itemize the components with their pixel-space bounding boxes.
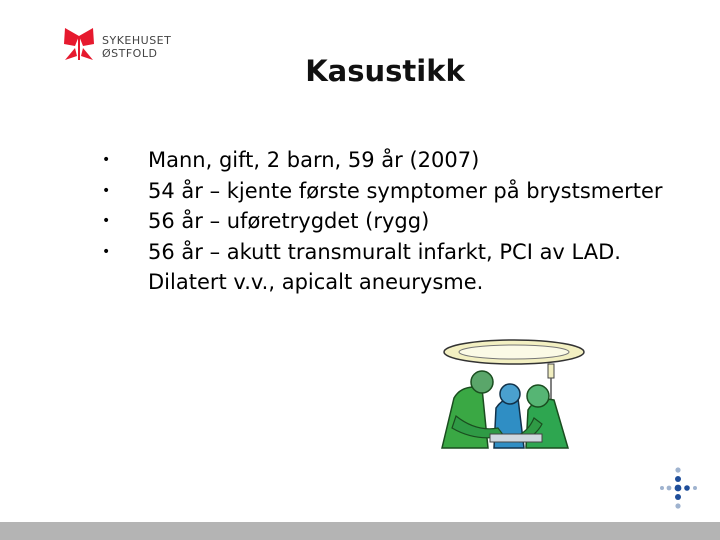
logo-line-1: SYKEHUSET (102, 34, 172, 47)
bullet-text: 54 år – kjente første symptomer på brystsmerter (148, 178, 663, 203)
bullet-dot: • (102, 243, 111, 260)
logo-line-2: ØSTFOLD (102, 47, 158, 60)
bullet-item (98, 237, 678, 298)
surgery-team-icon (436, 336, 592, 454)
bullet-list (98, 145, 678, 298)
bullet-text: 56 år – akutt transmuralt infarkt, PCI av LAD. Dilatert v.v., apicalt aneurysme. (148, 239, 621, 294)
bullet-item (98, 206, 678, 237)
bullet-dot: • (102, 152, 111, 168)
bullet-item (98, 145, 678, 176)
logo-text (102, 34, 171, 60)
hospital-logo (62, 26, 182, 68)
bullet-dot: • (102, 182, 111, 199)
slide-title: Kasustikk (305, 54, 465, 88)
bullet-text: Mann, gift, 2 barn, 59 år (2007) (148, 148, 480, 172)
decorative-dots-icon (658, 466, 698, 510)
bullet-dot: • (102, 213, 111, 229)
bullet-text: 56 år – uføretrygdet (rygg) (148, 209, 430, 233)
butterfly-logo-icon (62, 26, 96, 64)
footer-bar (0, 522, 720, 540)
bullet-item (98, 176, 678, 207)
